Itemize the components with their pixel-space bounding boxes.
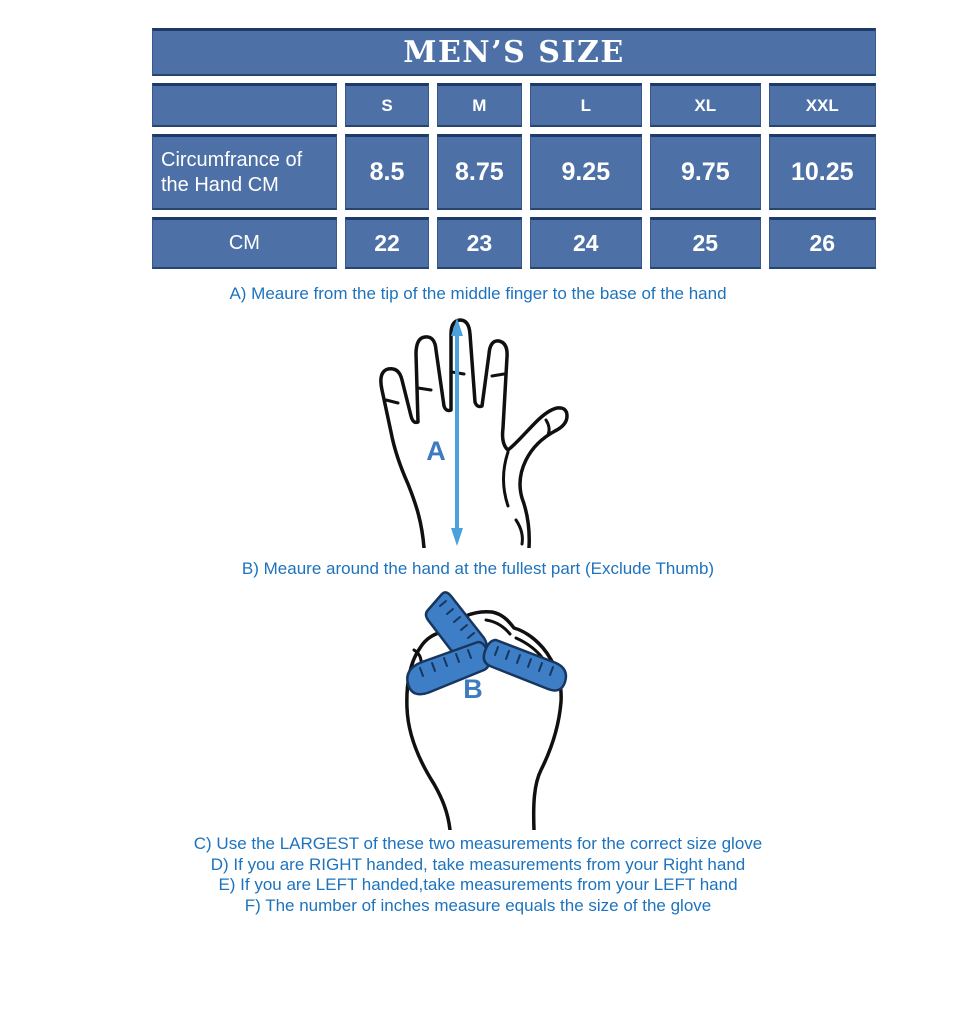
mens-size-table: [152, 28, 876, 269]
circumference-value-l: 9.25: [530, 134, 642, 210]
instruction-d: D) If you are RIGHT handed, take measurements from your Right hand: [210, 854, 746, 874]
cm-value-s: 22: [345, 217, 429, 269]
instruction-a: A) Meaure from the tip of the middle finger to the base of the hand: [229, 284, 727, 303]
circumference-value-s: 8.5: [345, 134, 429, 210]
row-label-circumference: Circumfrance of the Hand CM: [152, 134, 337, 210]
fist-measure-diagram: [398, 590, 570, 830]
cm-value-xl: 25: [650, 217, 760, 269]
cm-value-m: 23: [437, 217, 521, 269]
circumference-value-xl: 9.75: [650, 134, 760, 210]
measure-b-letter: B: [463, 674, 483, 704]
measure-a-letter: A: [426, 436, 446, 466]
instruction-c: C) Use the LARGEST of these two measurements for the correct size glove: [193, 834, 763, 853]
column-header-xxl: XXL: [769, 83, 876, 127]
column-header-m: M: [437, 83, 521, 127]
open-hand-measure-diagram: [358, 308, 578, 548]
corner-blank-cell: [152, 83, 337, 127]
instruction-b: B) Meaure around the hand at the fullest part (Exclude Thumb): [241, 559, 715, 578]
column-header-xl: XL: [650, 83, 760, 127]
column-header-l: L: [530, 83, 642, 127]
instruction-f: F) The number of inches measure equals the size of the glove: [244, 895, 712, 915]
instruction-notes: [0, 834, 956, 916]
circumference-value-xxl: 10.25: [769, 134, 876, 210]
instruction-e: E) If you are LEFT handed,take measurements from your LEFT hand: [218, 875, 738, 894]
row-label-cm: CM: [152, 217, 337, 269]
table-title: MEN’S SIZE: [152, 28, 876, 76]
circumference-value-m: 8.75: [437, 134, 521, 210]
cm-value-l: 24: [530, 217, 642, 269]
column-header-s: S: [345, 83, 429, 127]
hand-outline: [381, 320, 567, 548]
cm-value-xxl: 26: [769, 217, 876, 269]
